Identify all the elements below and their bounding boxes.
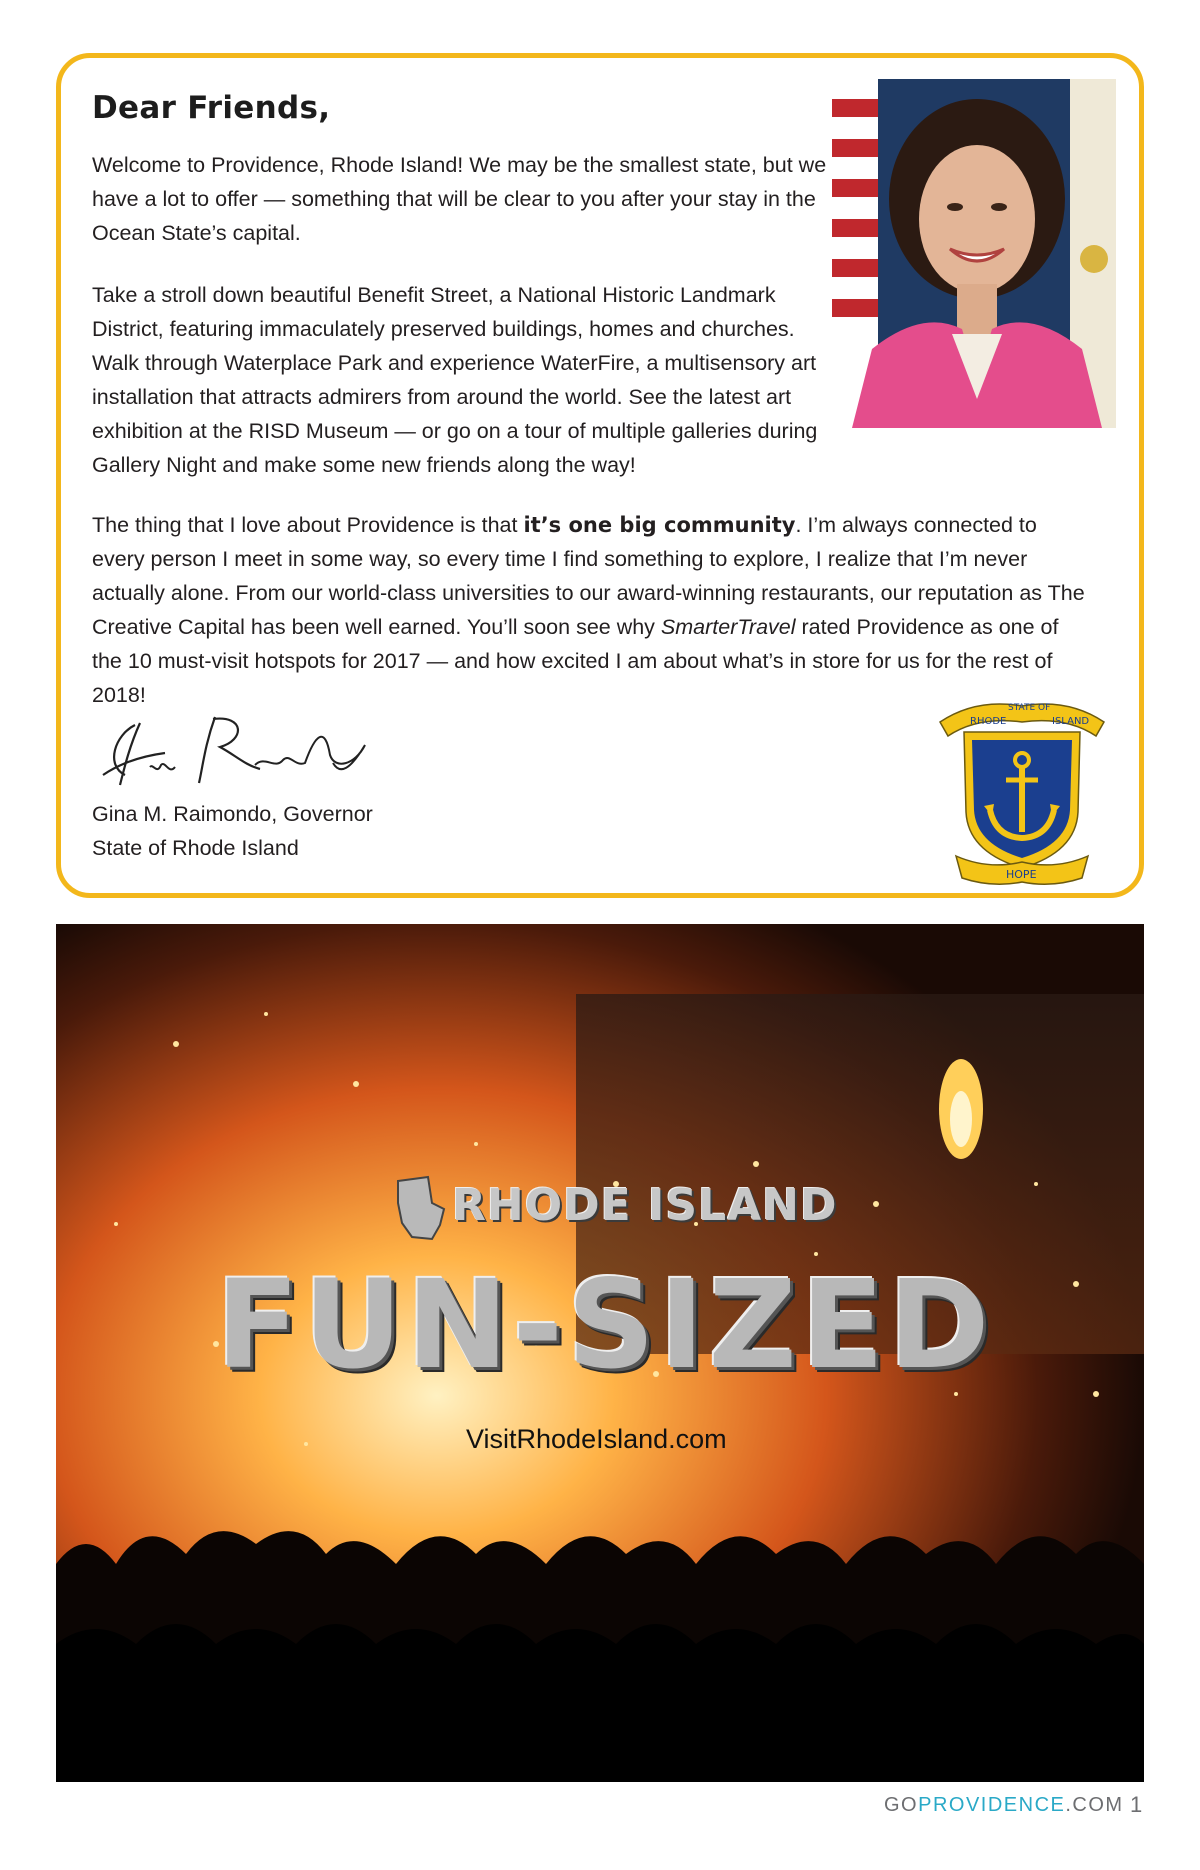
paragraph-3-text-3: rated Providence as one of the 10 must-visit hotspots for 2017 — and how excited I am about what’s in store for us for the rest of 2018! <box>92 615 1059 707</box>
paragraph-3-text-2: . I’m always connected to every person I meet in some way, so every time I find something to explore, I realize that I’m never actually alone. From our world-class universities to our award-winning restaurants, our reputation as The Creative Capital has been well earned. You’ll soon see why <box>92 513 1085 639</box>
paragraph-3-italic: SmarterTravel <box>660 615 796 639</box>
seal-banner-left: RHODE <box>970 716 1007 727</box>
signer-name: Gina M. Raimondo, Governor <box>92 802 373 826</box>
signer-title: State of Rhode Island <box>92 836 299 860</box>
letter-paragraph-1: Welcome to Providence, Rhode Island! We may be the smallest state, but we have a lot to offer — something that will be clear to you after your stay in the Ocean State’s capital. <box>92 153 827 245</box>
seal-banner-right: ISLAND <box>1052 716 1090 727</box>
paragraph-3-bold: it’s one big community <box>523 513 796 537</box>
footer-site-accent: PROVIDENCE <box>918 1794 1066 1816</box>
governor-signature <box>95 705 370 795</box>
ad-url[interactable]: VisitRhodeIsland.com <box>466 1424 727 1454</box>
page-number: 1 <box>1130 1792 1143 1817</box>
seal-banner-top: STATE OF <box>1008 703 1051 713</box>
ad-headline: FUN-SIZED <box>216 1254 994 1396</box>
footer-website[interactable] <box>884 1794 1124 1817</box>
letter-greeting: Dear Friends, <box>92 90 331 126</box>
letter-paragraph-3 <box>92 508 1092 712</box>
rhode-island-seal <box>936 692 1108 888</box>
governor-portrait <box>832 79 1116 428</box>
seal-motto: HOPE <box>1006 868 1037 881</box>
letter-paragraph-2: Take a stroll down beautiful Benefit Street, a National Historic Landmark District, featuring immaculately preserved buildings, homes and churches. Walk through Waterplace Park and experience WaterFire, a multisensory art installation that attracts admirers from around the world. See the latest art exhibition at the RISD Museum — or go on a tour of multiple galleries during Gallery Night and make some new friends along the way! <box>92 283 818 477</box>
ad-brand-text: RHODE ISLAND <box>452 1180 838 1231</box>
ad-brand <box>392 1180 838 1231</box>
paragraph-3-text-1: The thing that I love about Providence is that <box>92 513 524 537</box>
footer-site-prefix: GO <box>884 1794 919 1816</box>
footer-site-suffix: .COM <box>1065 1794 1124 1816</box>
visit-rhode-island-ad <box>56 924 1144 1782</box>
